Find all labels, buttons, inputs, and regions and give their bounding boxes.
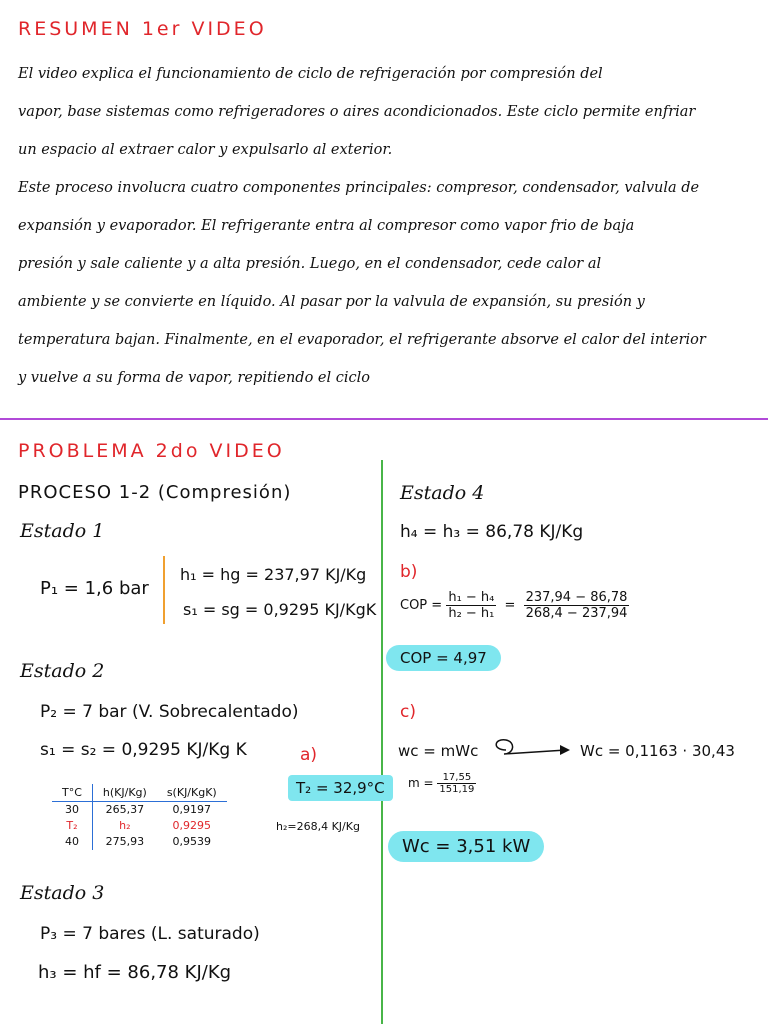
summary-line: vapor, base sistemas como refrigeradores o aires acondicionados. Este ciclo permite enfriar [18, 104, 696, 120]
table-header: T°C [52, 784, 92, 802]
equals-sign: = [504, 598, 516, 613]
state2-label: Estado 2 [20, 660, 105, 682]
fraction-numerator: h₁ − h₄ [448, 590, 495, 605]
h2-result: h₂=268,4 KJ/Kg [276, 820, 360, 833]
fraction-denominator: 268,4 − 237,94 [525, 606, 628, 621]
fraction-denominator: h₂ − h₁ [448, 606, 495, 621]
cop-fraction-symbolic [446, 590, 496, 621]
state1-entropy: s₁ = sg = 0,9295 KJ/KgK [183, 600, 377, 619]
table-row [52, 834, 227, 850]
part-c-label: c) [400, 702, 416, 722]
problem-title: PROBLEMA 2do VIDEO [18, 440, 285, 462]
state3-pressure: P₃ = 7 bares (L. saturado) [40, 924, 260, 944]
interpolation-table [52, 784, 227, 850]
state1-bracket [163, 556, 165, 624]
table-cell: 30 [52, 802, 92, 819]
state3-label: Estado 3 [20, 882, 105, 904]
part-a-label: a) [300, 745, 318, 765]
fraction-numerator: 17,55 [437, 772, 476, 784]
state4-label: Estado 4 [400, 482, 485, 504]
process-heading: PROCESO 1-2 (Compresión) [18, 482, 292, 503]
summary-line: un espacio al extraer calor y expulsarlo al exterior. [18, 142, 393, 158]
state2-pressure: P₂ = 7 bar (V. Sobrecalentado) [40, 702, 299, 722]
table-cell: 0,9295 [172, 819, 212, 832]
table-header: s(KJ/KgK) [157, 784, 227, 802]
table-cell: 0,9197 [172, 803, 212, 816]
arrow-icon [488, 734, 578, 764]
state1-pressure: P₁ = 1,6 bar [40, 578, 149, 599]
mass-flow-prefix: m = [408, 776, 434, 790]
cop-fraction-numeric [524, 590, 630, 621]
summary-line: expansión y evaporador. El refrigerante entra al compresor como vapor frio de baja [18, 218, 635, 234]
cop-equation [400, 590, 629, 621]
mass-flow-fraction [437, 772, 476, 795]
table-cell: 0,9539 [172, 835, 212, 848]
state1-label: Estado 1 [20, 520, 105, 542]
summary-line: Este proceso involucra cuatro componentes principales: compresor, condensador, valvula de [18, 180, 700, 196]
table-cell: 275,93 [105, 835, 145, 848]
fraction-numerator: 237,94 − 86,78 [525, 590, 628, 605]
fraction-denominator: 151,19 [439, 784, 475, 795]
summary-line: El video explica el funcionamiento de ciclo de refrigeración por compresión del [18, 66, 603, 82]
t2-result: T₂ = 32,9°C [288, 775, 393, 801]
table-header: h(KJ/Kg) [92, 784, 156, 802]
state4-enthalpy: h₄ = h₃ = 86,78 KJ/Kg [400, 522, 584, 542]
section-divider [0, 418, 768, 420]
table-cell: 40 [52, 834, 92, 850]
wc-calculation: Wc = 0,1163 · 30,43 [580, 742, 735, 760]
part-b-label: b) [400, 562, 418, 582]
table-row [52, 802, 227, 819]
summary-line: y vuelve a su forma de vapor, repitiendo el ciclo [18, 370, 370, 386]
table-cell: 265,37 [105, 803, 145, 816]
cop-result: COP = 4,97 [386, 645, 501, 671]
table-row [52, 818, 227, 834]
state3-enthalpy: h₃ = hf = 86,78 KJ/Kg [38, 962, 232, 983]
summary-body [18, 55, 706, 397]
summary-line: temperatura bajan. Finalmente, en el evaporador, el refrigerante absorve el calor del interior [18, 332, 706, 348]
state1-enthalpy: h₁ = hg = 237,97 KJ/Kg [180, 565, 367, 584]
summary-title: RESUMEN 1er VIDEO [18, 18, 267, 40]
column-divider [381, 460, 383, 1024]
state2-entropy: s₁ = s₂ = 0,9295 KJ/Kg K [40, 740, 247, 760]
table-cell: T₂ [52, 818, 92, 834]
summary-line: presión y sale caliente y a alta presión. Luego, en el condensador, cede calor al [18, 256, 602, 272]
table-cell: h₂ [119, 819, 131, 832]
cop-prefix: COP = [400, 598, 443, 613]
wc-formula: wc = mWc [398, 742, 479, 760]
mass-flow-equation [408, 772, 476, 795]
summary-line: ambiente y se convierte en líquido. Al pasar por la valvula de expansión, su presión y [18, 294, 645, 310]
wc-result: Wc = 3,51 kW [388, 831, 544, 862]
